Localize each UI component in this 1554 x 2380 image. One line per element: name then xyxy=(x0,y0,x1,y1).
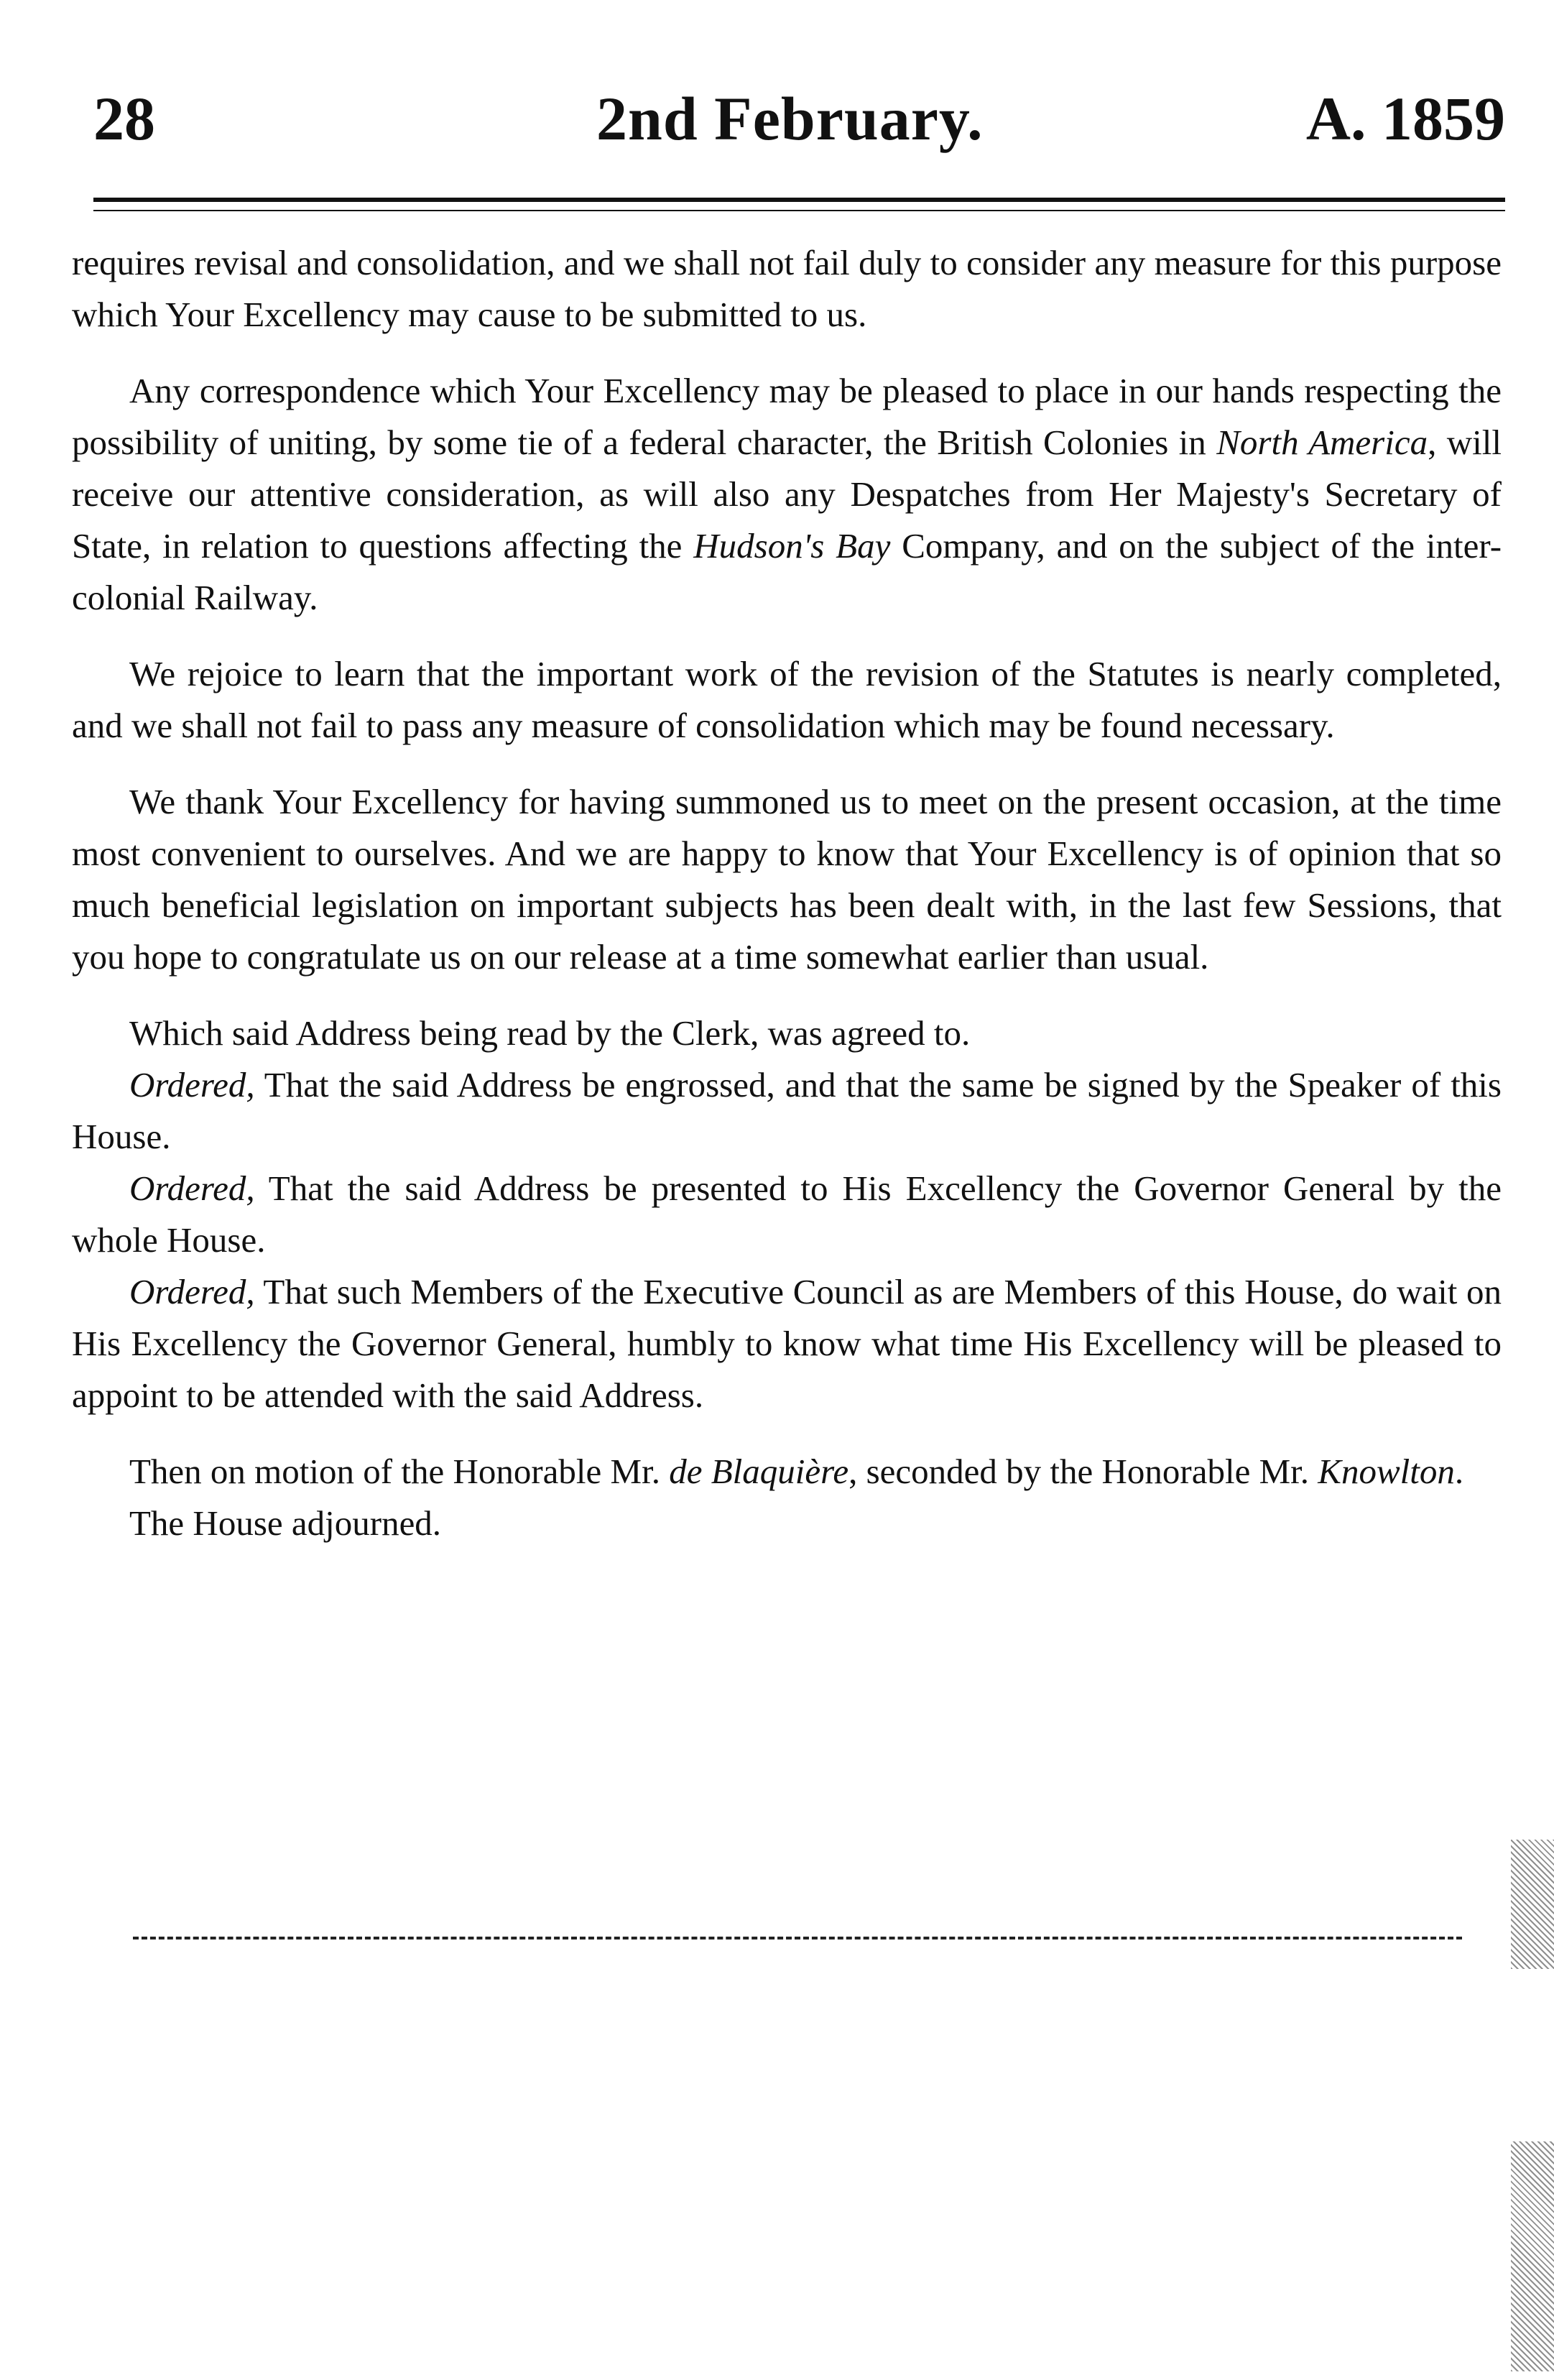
paragraph-continuation: requires revisal and consolidation, and we shall not fail duly to consider any measure for this purpose which Your Excellency may cause to be submitted to us. xyxy=(72,243,1502,334)
paragraph-adjourned: The House adjourned. xyxy=(129,1503,442,1543)
paragraph-ordered-presented xyxy=(72,1163,1502,1266)
text-run: That the said Address be presented to His Excellency the Governor General by the whole House. xyxy=(72,1168,1502,1260)
text-run: . xyxy=(1454,1452,1464,1491)
italic-run: Ordered, xyxy=(129,1065,255,1104)
header-rule-thin xyxy=(93,210,1505,211)
paragraph-address-read: Which said Address being read by the Clerk, was agreed to. xyxy=(129,1013,971,1053)
scan-noise xyxy=(1511,2141,1554,2371)
running-title: 2nd February. xyxy=(596,84,984,153)
body-text xyxy=(72,237,1502,1549)
italic-run: North America xyxy=(1216,423,1428,462)
italic-run: Knowlton xyxy=(1318,1452,1455,1491)
paragraph-ordered-engrossed xyxy=(72,1059,1502,1163)
paragraph-ordered-members xyxy=(72,1266,1502,1421)
paragraph-motion xyxy=(72,1446,1502,1498)
text-run: , will receive our attentive consideration, as will also any Despatches from Her Majesty's Secretary of State, in relation to questions affecting the xyxy=(72,423,1502,566)
text-run: , seconded by the Honorable Mr. xyxy=(848,1452,1318,1491)
page-header xyxy=(93,83,1505,162)
scan-noise xyxy=(1511,1840,1554,1969)
bottom-dashed-rule xyxy=(133,1937,1462,1939)
page-number: 28 xyxy=(93,84,155,153)
italic-run: Hudson's Bay xyxy=(693,526,891,566)
text-run: That the said Address be engrossed, and that the same be signed by the Speaker of this House. xyxy=(72,1065,1502,1156)
paragraph-statutes: We rejoice to learn that the important work of the revision of the Statutes is nearly completed, and we shall not fail to pass any measure of consolidation which may be found necessary. xyxy=(72,654,1502,745)
header-rule-thick xyxy=(93,198,1505,202)
paragraph-thanks: We thank Your Excellency for having summoned us to meet on the present occasion, at the time most convenient to ourselves. And we are happy to know that Your Excellency is of opinion that so much beneficial legislation on important subjects has been dealt with, in the last few Sessions, that you hope to congratulate us on our release at a time somewhat earlier than usual. xyxy=(72,782,1502,977)
text-run: Company, and on the subject of the inter-colonial Railway. xyxy=(72,526,1502,617)
year-label: A. 1859 xyxy=(1305,84,1505,153)
text-run: Any correspondence which Your Excellency may be pleased to place in our hands respecting the possibility of uniting, by some tie of a federal character, the British Colonies in xyxy=(72,371,1502,462)
italic-run: Ordered, xyxy=(129,1272,255,1311)
italic-run: Ordered, xyxy=(129,1168,255,1208)
italic-run: de Blaquière xyxy=(669,1452,849,1491)
text-run: Then on motion of the Honorable Mr. xyxy=(129,1452,670,1491)
text-run: That such Members of the Executive Council as are Members of this House, do wait on His Excellency the Governor General, humbly to know what time His Excellency will be pleased to appoint to be attended with the said Address. xyxy=(72,1272,1502,1415)
paragraph-correspondence xyxy=(72,365,1502,624)
